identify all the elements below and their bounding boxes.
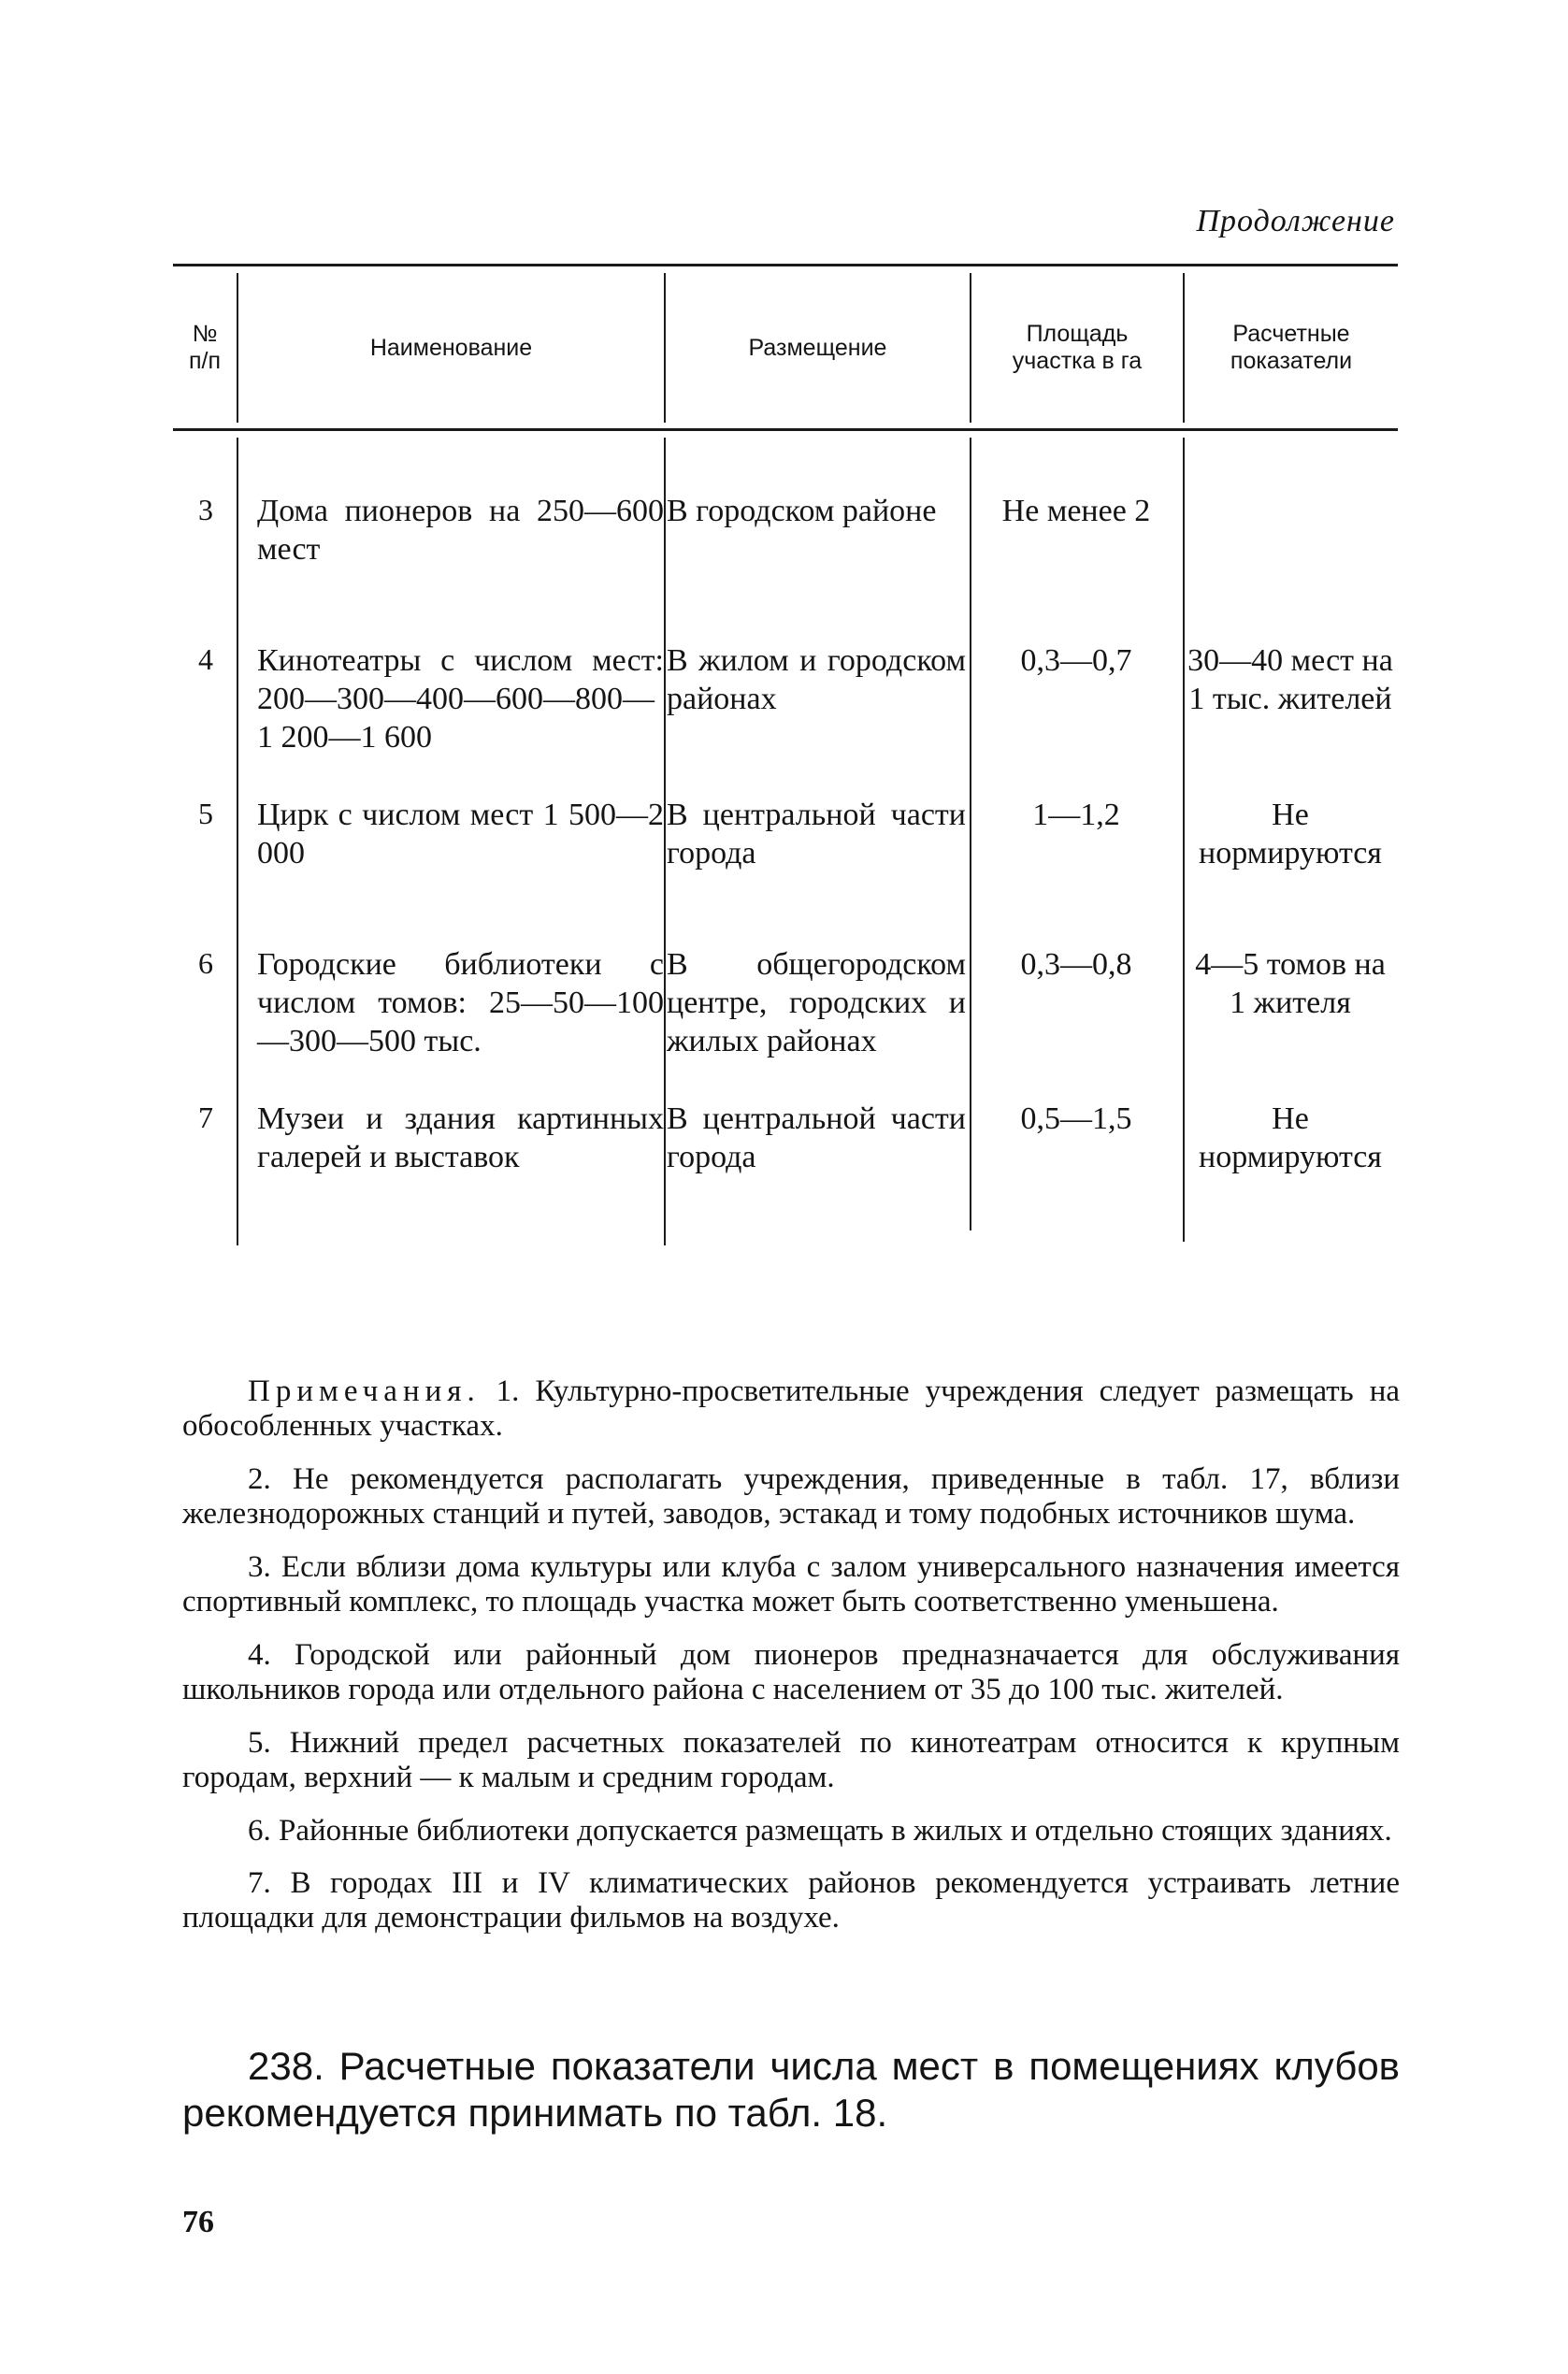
row-place: В центральной части города <box>667 798 966 870</box>
row-name: Цирк с числом мест 1 500—2 000 <box>257 798 664 870</box>
row-place: В общегородском центре, городских и жилых районах <box>667 947 966 1058</box>
header-name: Наименование <box>369 334 533 361</box>
note-4: 4. Городской или районный дом пионеров предназначается для обслуживания школьников города или отдельного района с населением от 35 до 100 тыс. жителей. <box>182 1637 1400 1706</box>
row-area: 0,3—0,8 <box>1020 947 1132 982</box>
header-area: Площадь участка в га <box>1012 321 1143 374</box>
body-divider <box>664 438 666 1245</box>
row-number: 6 <box>198 946 213 980</box>
body-divider <box>970 438 971 1230</box>
note-2: 2. Не рекомендуется располагать учреждения, приведенные в табл. 17, вблизи железнодорожных станций и путей, заводов, эстакад и тому подобных источников шума. <box>182 1461 1400 1531</box>
row-place: В центральной части города <box>667 1101 966 1174</box>
row-calc: Не нормируются <box>1199 798 1382 870</box>
notes-section <box>182 1374 1400 1954</box>
row-place: В городском районе <box>667 494 937 528</box>
note-1: Примечания. 1. Культурно-просветительные учреждения следует размещать на обособленных участках. <box>182 1374 1400 1443</box>
page-number: 76 <box>182 2205 214 2239</box>
note-7: 7. В городах III и IV климатических районов рекомендуется устраивать летние площадки для демонстрации фильмов на воздухе. <box>182 1866 1400 1935</box>
header-num: № п/п <box>188 321 222 374</box>
row-number: 3 <box>198 493 213 526</box>
header-place: Размещение <box>748 334 887 361</box>
row-calc: Не нормируются <box>1199 1101 1382 1174</box>
row-number: 4 <box>198 642 213 676</box>
row-area: 1—1,2 <box>1032 798 1120 832</box>
row-place: В жилом и городском районах <box>667 643 966 716</box>
table-header-rule <box>173 428 1398 431</box>
continuation-label: Продолжение <box>1196 204 1395 238</box>
row-name: Дома пионеров на 250—600 мест <box>257 494 664 567</box>
paragraph-238: 238. Расчетные показатели числа мест в помещениях клубов рекомендуется принимать по табл. 18. <box>182 2044 1400 2136</box>
facilities-table <box>173 264 1398 1245</box>
row-area: Не менее 2 <box>1001 494 1151 528</box>
row-name: Городские библиотеки с числом томов: 25—50—100—300—500 тыс. <box>257 947 664 1058</box>
row-name: Музеи и здания картинных галерей и выставок <box>257 1101 664 1174</box>
row-number: 5 <box>198 797 213 830</box>
table-top-rule <box>173 264 1398 266</box>
notes-label: Примечания. <box>248 1374 481 1408</box>
row-name: Кинотеатры с числом мест: 200—300—400—600—800—1 200—1 600 <box>257 643 664 755</box>
row-number: 7 <box>198 1101 213 1134</box>
row-calc: 4—5 томов на 1 жителя <box>1195 947 1386 1020</box>
body-divider <box>1183 438 1185 1242</box>
row-area: 0,3—0,7 <box>1020 643 1132 678</box>
note-3: 3. Если вблизи дома культуры или клуба с залом универсального назначения имеется спортивный комплекс, то площадь участка может быть соответственно уменьшена. <box>182 1549 1400 1619</box>
row-area: 0,5—1,5 <box>1020 1101 1132 1136</box>
note-5: 5. Нижний предел расчетных показателей по кинотеатрам относится к крупным городам, верхний — к малым и средним городам. <box>182 1725 1400 1794</box>
note-6: 6. Районные библиотеки допускается размещать в жилых и отдельно стоящих зданиях. <box>248 1813 1392 1848</box>
header-calc: Расчетные показатели <box>1230 321 1353 374</box>
row-calc: 30—40 мест на 1 тыс. жителей <box>1187 643 1393 716</box>
